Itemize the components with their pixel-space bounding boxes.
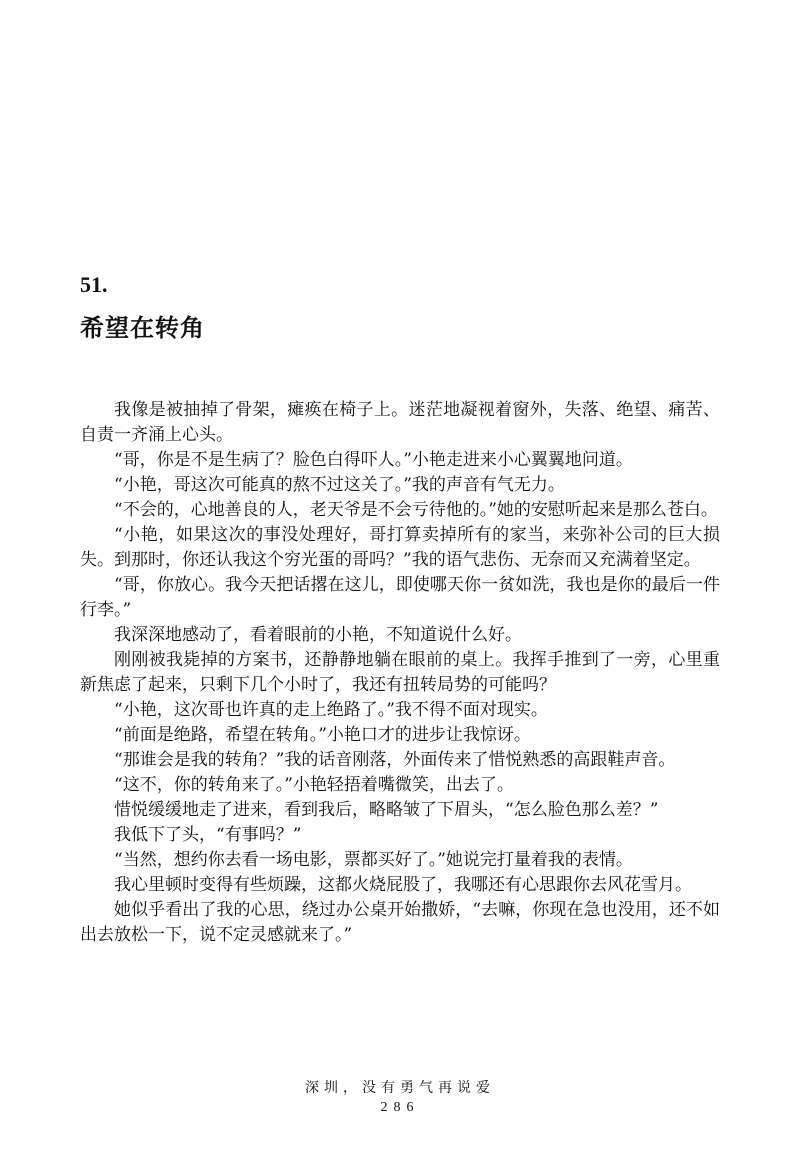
paragraph: “前面是绝路，希望在转角。”小艳口才的进步让我惊讶。 xyxy=(114,725,531,745)
paragraph: “这不，你的转角来了。”小艳轻捂着嘴微笑，出去了。 xyxy=(114,775,514,795)
paragraph: “不会的，心地善良的人，老天爷是不会亏待他的。”她的安慰听起来是那么苍白。 xyxy=(114,500,718,520)
chapter-title: 希望在转角 xyxy=(80,313,205,342)
paragraph: “那谁会是我的转角？”我的话音刚落，外面传来了惜悦熟悉的高跟鞋声音。 xyxy=(114,750,676,770)
paragraph: “当然，想约你去看一场电影，票都买好了。”她说完打量着我的表情。 xyxy=(114,850,633,870)
paragraph: 她似乎看出了我的心思，绕过办公桌开始撒娇，“去嘛，你现在急也没用，还不如出去放松一下，说不定灵感就来了。” xyxy=(80,900,720,945)
paragraph: 惜悦缓缓地走了进来，看到我后，略略皱了下眉头，“怎么脸色那么差？” xyxy=(114,800,659,820)
paragraph: “小艳，这次哥也许真的走上绝路了。”我不得不面对现实。 xyxy=(114,700,548,720)
chapter-number: 51. xyxy=(80,272,108,297)
paragraph: “小艳，哥这次可能真的熬不过这关了。”我的声音有气无力。 xyxy=(114,475,565,495)
paragraph: “小艳，如果这次的事没处理好，哥打算卖掉所有的家当，来弥补公司的巨大损失。到那时，你还认我这个穷光蛋的哥吗？”我的语气悲伤、无奈而又充满着坚定。 xyxy=(80,525,720,570)
paragraph: 我心里顿时变得有些烦躁，这都火烧屁股了，我哪还有心思跟你去风花雪月。 xyxy=(114,875,692,895)
footer-book-title: 深圳，没有勇气再说爱 xyxy=(305,1080,495,1096)
paragraph: “哥，你是不是生病了？脸色白得吓人。”小艳走进来小心翼翼地问道。 xyxy=(114,450,633,470)
body-text xyxy=(80,398,720,948)
paragraph: 刚刚被我毙掉的方案书，还静静地躺在眼前的桌上。我挥手推到了一旁，心里重新焦虑了起来，只剩下几个小时了，我还有扭转局势的可能吗？ xyxy=(80,650,720,695)
paragraph: 我深深地感动了，看着眼前的小艳，不知道说什么好。 xyxy=(114,625,522,645)
page-number: 286 xyxy=(380,1100,420,1115)
paragraph: “哥，你放心。我今天把话撂在这儿，即使哪天你一贫如洗，我也是你的最后一件行李。” xyxy=(80,575,720,620)
paragraph: 我低下了头，“有事吗？” xyxy=(114,825,302,845)
paragraph: 我像是被抽掉了骨架，瘫痪在椅子上。迷茫地凝视着窗外，失落、绝望、痛苦、自责一齐涌上心头。 xyxy=(80,400,720,445)
